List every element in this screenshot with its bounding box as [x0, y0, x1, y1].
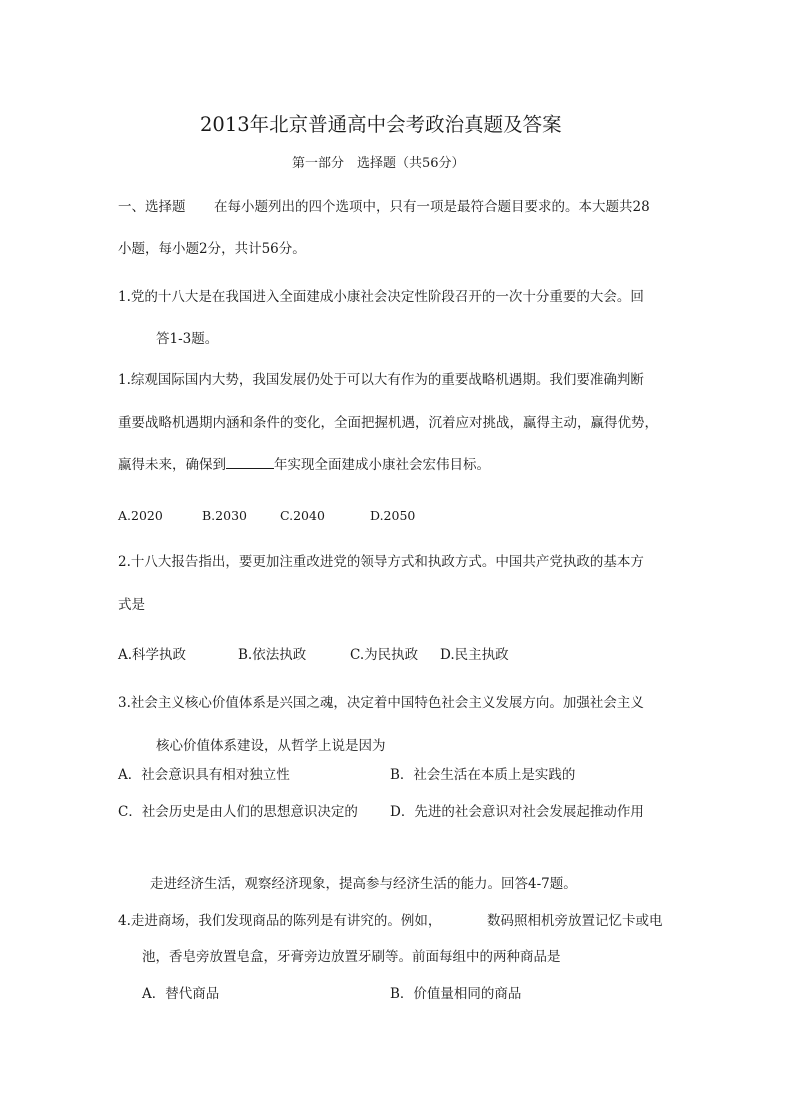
question-2-line-2: 式是 [118, 597, 145, 613]
question-2-option-c: C.为民执政 [350, 647, 419, 663]
group2-intro-line-1: 走进经济生活，观察经济现象，提高参与经济生活的能力。回答4-7题。 [150, 876, 577, 892]
question-2-option-a: A.科学执政 [118, 647, 187, 663]
question-1-option-c: C.2040 [280, 508, 325, 523]
question-2-option-d: D.民主执政 [440, 647, 509, 663]
question-4-line-2: 池，香皂旁放置皂盒，牙膏旁边放置牙刷等。前面每组中的两种商品是 [142, 949, 561, 965]
question-3-option-b: B．社会生活在本质上是实践的 [390, 767, 576, 783]
question-4-line-1a: 4.走进商场，我们发现商品的陈列是有讲究的。例如， [118, 913, 442, 929]
instructions-heading: 一、选择题 [118, 199, 186, 215]
section-subtitle: 第一部分 选择题（共56分） [292, 156, 465, 171]
question-4-option-a: A．替代商品 [142, 986, 220, 1002]
question-1-line-2: 重要战略机遇期内涵和条件的变化，全面把握机遇，沉着应对挑战，赢得主动，赢得优势， [118, 415, 658, 431]
question-1-option-d: D.2050 [370, 508, 416, 523]
instructions-line-1: 在每小题列出的四个选项中，只有一项是最符合题目要求的。本大题共28 [214, 199, 650, 215]
group1-intro-line-2: 答1-3题。 [156, 331, 219, 347]
question-4-option-b: B．价值量相同的商品 [390, 986, 522, 1002]
question-3-option-c: C．社会历史是由人们的思想意识决定的 [118, 804, 358, 820]
question-1-line-3 [118, 454, 490, 475]
page-title: 2013年北京普通高中会考政治真题及答案 [200, 113, 562, 136]
group1-intro-line-1: 1.党的十八大是在我国进入全面建成小康社会决定性阶段召开的一次十分重要的大会。回 [118, 289, 644, 305]
question-4-line-1b: 数码照相机旁放置记忆卡或电 [487, 913, 663, 929]
question-1-line-1: 1.综观国际国内大势，我国发展仍处于可以大有作为的重要战略机遇期。我们要准确判断 [118, 372, 644, 388]
question-1-option-b: B.2030 [202, 508, 247, 523]
question-3-option-d: D．先进的社会意识对社会发展起推动作用 [390, 804, 644, 820]
question-1-text-before-blank: 赢得未来，确保到 [118, 457, 226, 473]
question-3-line-1: 3.社会主义核心价值体系是兴国之魂，决定着中国特色社会主义发展方向。加强社会主义 [118, 695, 644, 711]
answer-blank [226, 454, 274, 469]
question-1-option-a: A.2020 [118, 508, 163, 523]
question-3-line-2: 核心价值体系建设，从哲学上说是因为 [156, 738, 386, 754]
instructions-line-2: 小题，每小题2分，共计56分。 [118, 241, 306, 257]
question-2-line-1: 2.十八大报告指出，要更加注重改进党的领导方式和执政方式。中国共产党执政的基本方 [118, 554, 644, 570]
question-2-option-b: B.依法执政 [238, 647, 307, 663]
question-3-option-a: A．社会意识具有相对独立性 [118, 767, 290, 783]
question-1-text-after-blank: 年实现全面建成小康社会宏伟目标。 [274, 457, 490, 473]
